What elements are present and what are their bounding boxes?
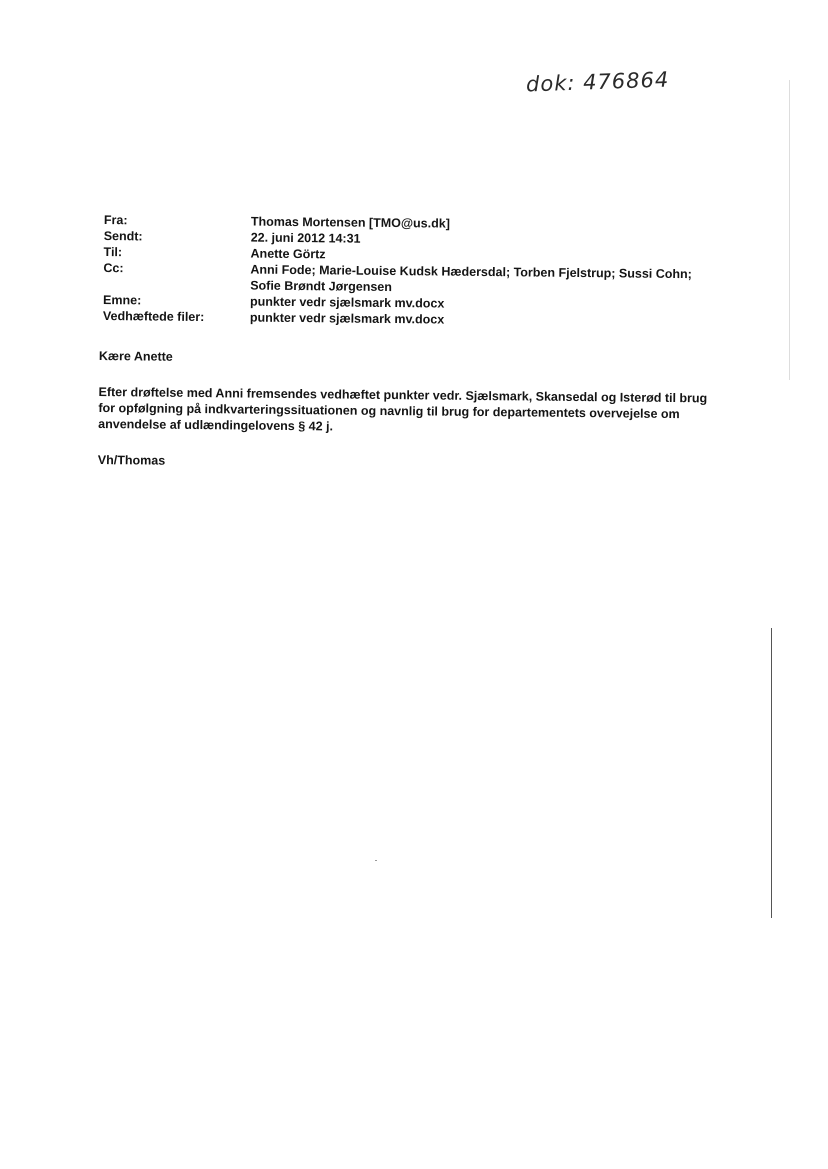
handwritten-document-reference: dok: 476864 [525,67,670,97]
attachments-label: Vedhæftede filer: [102,308,205,325]
email-header [103,212,704,330]
email-body [98,348,719,474]
cc-label: Cc: [103,260,124,276]
subject-value: punkter vedr sjælsmark mv.docx [249,294,445,311]
scan-edge-line [771,628,772,918]
to-value: Anette Görtz [250,246,326,262]
subject-label: Emne: [103,292,142,308]
body-paragraph: Efter drøftelse med Anni fremsendes vedhæftet punkter vedr. Sjælsmark, Skansedal og Isterød til brug for opfølgning på indkvarteringssituationen og navnlig til brug for departementets overvejelse om anvendelse af udlændingelovens § 42 j. [98,384,708,434]
cc-value: Anni Fode; Marie-Louise Kudsk Hædersdal; Torben Fjelstrup; Sussi Cohn; Sofie Brøndt Jørgensen [250,262,692,295]
sent-value: 22. juni 2012 14:31 [250,230,361,246]
attachments-value: punkter vedr sjælsmark mv.docx [249,310,445,327]
from-label: Fra: [103,212,128,228]
scan-speck [375,860,377,861]
to-label: Til: [103,244,123,260]
signoff: Vh/Thomas [97,452,166,468]
from-value: Thomas Mortensen [TMO@us.dk] [250,214,450,231]
scan-edge-line [789,80,790,380]
sent-label: Sendt: [103,228,143,244]
salutation: Kære Anette [98,348,173,364]
